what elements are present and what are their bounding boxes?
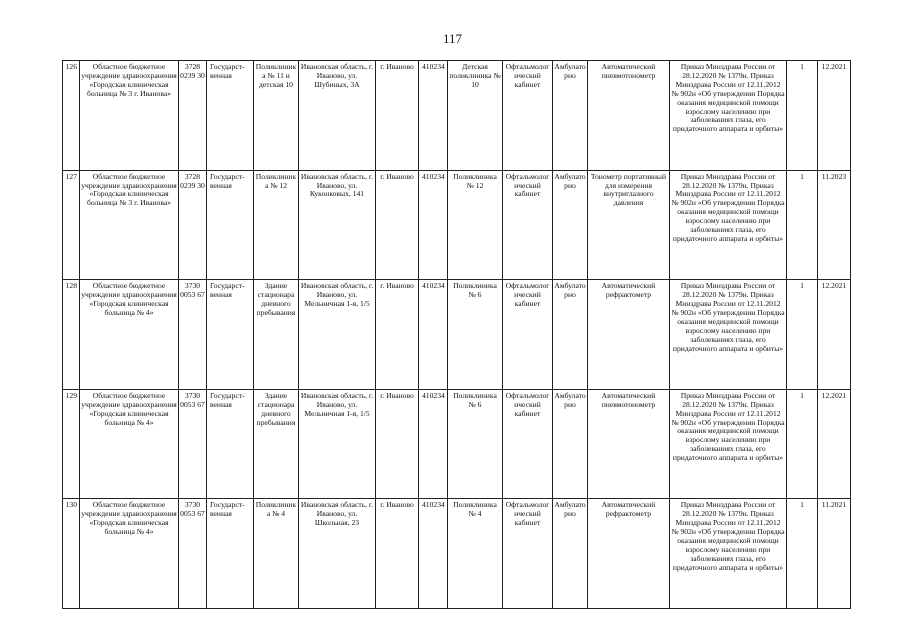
inn-code: 3730 0053 67 [179,389,207,499]
ownership-form: Государст-венная [207,61,254,171]
territory-code: 410234 [419,170,448,280]
organization-name: Областное бюджетное учреждение здравоохранения «Городская клиническая больница № 3 г. Иванова» [80,61,179,171]
care-type: Амбулаторно [553,499,588,609]
ownership-form: Государст-венная [207,170,254,280]
equipment-name: Автоматический рефрактометр [588,499,670,609]
ownership-form: Государст-венная [207,280,254,390]
care-type: Амбулаторно [553,170,588,280]
legal-basis: Приказ Минздрава России от 28.12.2020 № 1379н. Приказ Минздрава России от 12.11.2012 № 902н «Об утверждении Порядка оказания медицинской помощи взрослому населению при заболеваниях глаза, его придаточного аппарата и орбиты» [670,170,787,280]
unit-name: Поликлиника № 12 [448,170,503,280]
inn-code: 3728 0239 30 [179,61,207,171]
legal-basis: Приказ Минздрава России от 28.12.2020 № 1379н. Приказ Минздрава России от 12.11.2012 № 902н «Об утверждении Порядка оказания медицинской помощи взрослому населению при заболеваниях глаза, его придаточного аппарата и орбиты» [670,499,787,609]
care-type: Амбулаторно [553,61,588,171]
unit-name: Детская поликлиника № 10 [448,61,503,171]
territory-code: 410234 [419,389,448,499]
organization-name: Областное бюджетное учреждение здравоохранения «Городская клиническая больница № 4» [80,280,179,390]
building-name: Поликлиника № 12 [254,170,299,280]
building-name: Здание стационара дневного пребывания [254,280,299,390]
address: Ивановская область, г. Иваново, ул. Школьная, 23 [299,499,376,609]
legal-basis: Приказ Минздрава России от 28.12.2020 № 1379н. Приказ Минздрава России от 12.11.2012 № 902н «Об утверждении Порядка оказания медицинской помощи взрослому населению при заболеваниях глаза, его придаточного аппарата и орбиты» [670,61,787,171]
department: Офтальмологический кабинет [503,170,553,280]
row-number: 130 [63,499,80,609]
inn-code: 3730 0053 67 [179,280,207,390]
unit-name: Поликлиника № 4 [448,499,503,609]
table-row [63,389,851,499]
row-number: 127 [63,170,80,280]
quantity: 1 [787,280,818,390]
ownership-form: Государст-венная [207,389,254,499]
page-number: 117 [442,31,463,46]
inn-code: 3730 0053 67 [179,499,207,609]
table-row [63,61,851,171]
address: Ивановская область, г. Иваново, ул. Шубиных, 3А [299,61,376,171]
organization-name: Областное бюджетное учреждение здравоохранения «Городская клиническая больница № 3 г. Иванова» [80,170,179,280]
building-name: Поликлиника № 4 [254,499,299,609]
row-number: 128 [63,280,80,390]
department: Офтальмологический кабинет [503,280,553,390]
department: Офтальмологический кабинет [503,389,553,499]
city: г. Иваново [376,170,419,280]
delivery-date: 12.2021 [818,280,851,390]
territory-code: 410234 [419,61,448,171]
organization-name: Областное бюджетное учреждение здравоохранения «Городская клиническая больница № 4» [80,389,179,499]
territory-code: 410234 [419,499,448,609]
legal-basis: Приказ Минздрава России от 28.12.2020 № 1379н. Приказ Минздрава России от 12.11.2012 № 902н «Об утверждении Порядка оказания медицинской помощи взрослому населению при заболеваниях глаза, его придаточного аппарата и орбиты» [670,389,787,499]
quantity: 1 [787,499,818,609]
address: Ивановская область, г. Иваново, ул. Мельничная 1-я, 1/5 [299,389,376,499]
quantity: 1 [787,389,818,499]
care-type: Амбулаторно [553,280,588,390]
department: Офтальмологический кабинет [503,61,553,171]
building-name: Поликлиника № 11 и детская 10 [254,61,299,171]
care-type: Амбулаторно [553,389,588,499]
equipment-name: Автоматический рефрактометр [588,280,670,390]
quantity: 1 [787,61,818,171]
row-number: 126 [63,61,80,171]
building-name: Здание стационара дневного пребывания [254,389,299,499]
city: г. Иваново [376,61,419,171]
address: Ивановская область, г. Иваново, ул. Куконковых, 141 [299,170,376,280]
inn-code: 3728 0239 30 [179,170,207,280]
territory-code: 410234 [419,280,448,390]
table-row [63,499,851,609]
city: г. Иваново [376,499,419,609]
unit-name: Поликлиника № 6 [448,280,503,390]
city: г. Иваново [376,389,419,499]
delivery-date: 12.2021 [818,389,851,499]
ownership-form: Государст-венная [207,499,254,609]
department: Офтальмологический кабинет [503,499,553,609]
delivery-date: 11.2023 [818,170,851,280]
city: г. Иваново [376,280,419,390]
legal-basis: Приказ Минздрава России от 28.12.2020 № 1379н. Приказ Минздрава России от 12.11.2012 № 902н «Об утверждении Порядка оказания медицинской помощи взрослому населению при заболеваниях глаза, его придаточного аппарата и орбиты» [670,280,787,390]
quantity: 1 [787,170,818,280]
delivery-date: 12.2021 [818,61,851,171]
table-row [63,170,851,280]
equipment-table [62,60,851,609]
table-row [63,280,851,390]
unit-name: Поликлиника № 6 [448,389,503,499]
equipment-name: Автоматический пневмотонометр [588,389,670,499]
delivery-date: 11.2021 [818,499,851,609]
equipment-name: Тонометр портативный для измерения внутриглазного давления [588,170,670,280]
equipment-name: Автоматический пневмотонометр [588,61,670,171]
address: Ивановская область, г. Иваново, ул. Мельничная 1-я, 1/5 [299,280,376,390]
row-number: 129 [63,389,80,499]
organization-name: Областное бюджетное учреждение здравоохранения «Городская клиническая больница № 4» [80,499,179,609]
